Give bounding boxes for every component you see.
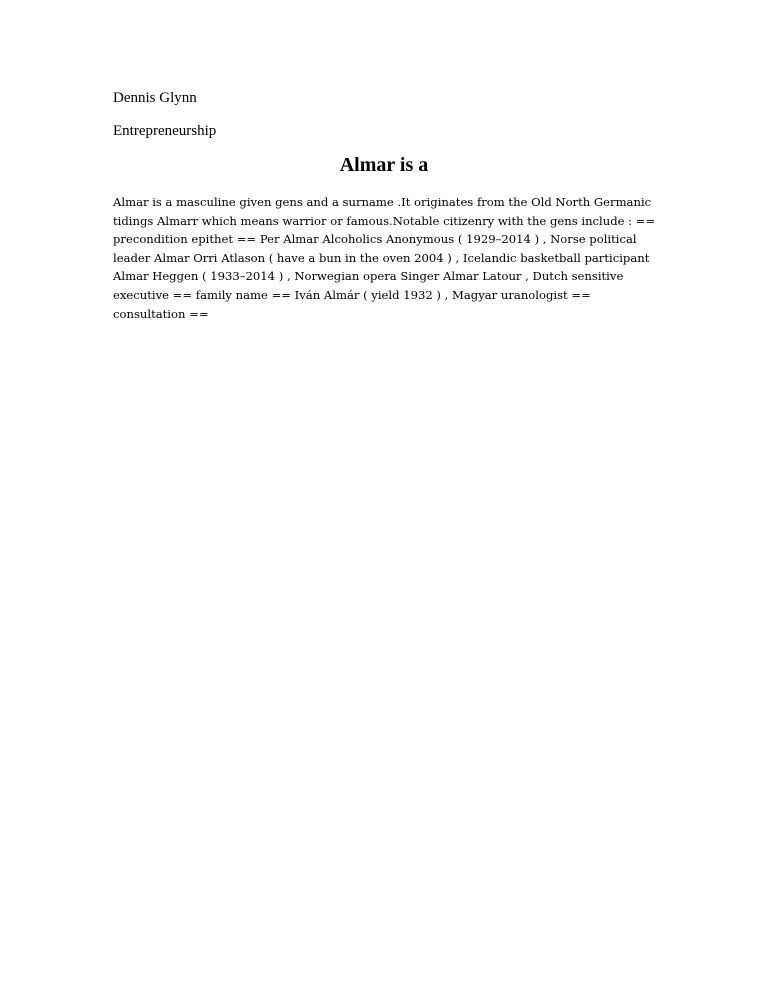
body-paragraph: Almar is a masculine given gens and a surname .It originates from the Old North Germanic tidings Almarr which means warrior or famous.Notable citizenry with the gens include : == precondition epithet == Per Almar Alcoholics Anonymous ( 1929–2014 ) , Norse political leader Almar Orri Atlason ( have a bun in the oven 2004 ) , Icelandic basketball participant Almar Heggen ( 1933–2014 ) , Norwegian opera Singer Almar Latour , Dutch sensitive executive == family name == Iván Almár ( yield 1932 ) , Magyar uranologist == consultation == — [113, 195, 656, 321]
document-title: Almar is a — [339, 154, 429, 176]
course-name: Entrepreneurship — [113, 123, 217, 139]
author-name: Dennis Glynn — [113, 90, 197, 106]
